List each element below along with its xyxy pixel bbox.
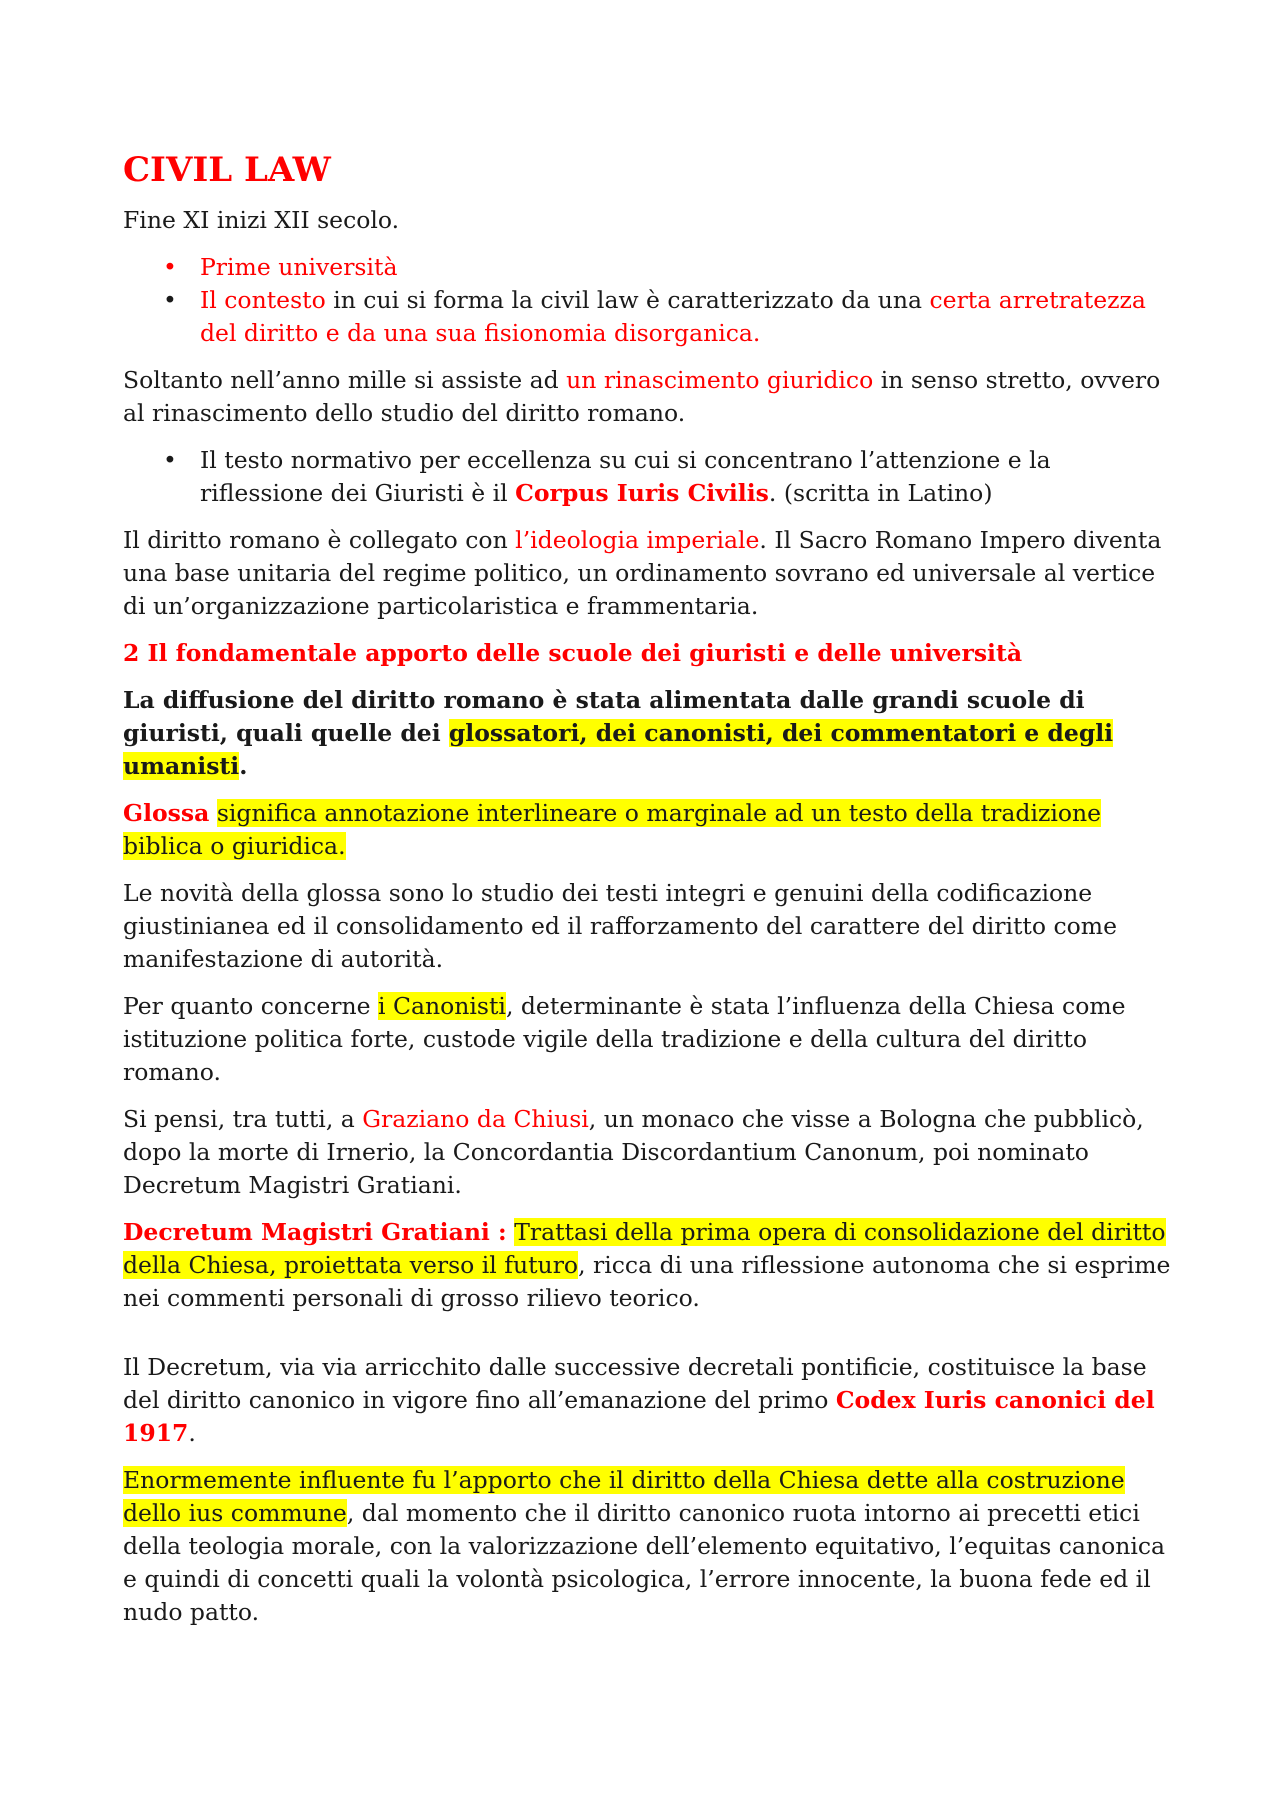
bold-red-text: Glossa <box>123 799 210 827</box>
plain-text: Per quanto concerne <box>123 992 379 1020</box>
plain-text: in senso stretto, ovvero al rinascimento dello studio del diritto romano. <box>123 366 1161 427</box>
plain-text: , determinante è stata l’influenza della Chiesa come istituzione politica forte, custode vigile della tradizione e della cultura del diritto romano. <box>123 992 1126 1086</box>
paragraph-novita: Le novità della glossa sono lo studio dei testi integri e genuini della codificazione giustinianea ed il consolidamento ed il rafforzamento del carattere del diritto come manifestazione di autorità. <box>123 879 1117 973</box>
document-body <box>123 150 1173 1629</box>
list-item <box>123 444 1173 510</box>
paragraph-glossa <box>123 797 1173 863</box>
red-text: Il contesto <box>200 286 326 314</box>
plain-text: . <box>188 1419 196 1447</box>
paragraph-codex <box>123 1351 1173 1450</box>
plain-text: . Il Sacro Romano Impero diventa una base unitaria del regime politico, un ordinamento sovrano ed universale al vertice di un’organizzazione particolaristica e frammentaria. <box>123 526 1162 620</box>
highlighted-text: Enormemente influente fu l’apporto che il diritto della Chiesa dette alla costruzione dello ius commune <box>123 1466 1125 1527</box>
red-text: Graziano da Chiusi <box>362 1105 589 1133</box>
paragraph-ius-commune <box>123 1464 1173 1629</box>
bullet-icon: • <box>163 253 177 281</box>
plain-text: La diffusione del diritto romano è stata alimentata dalle grandi scuole di giuristi, quali quelle dei <box>123 686 1085 747</box>
bold-red-text: Corpus Iuris Civilis <box>515 479 769 507</box>
empty-line <box>123 1315 1173 1351</box>
list-item <box>123 284 1173 350</box>
red-text: certa arretratezza del diritto e da una sua fisionomia disorganica. <box>200 286 1146 347</box>
plain-text <box>209 799 216 827</box>
plain-text: . <box>239 752 248 780</box>
list-item-text: Prime università <box>200 253 398 281</box>
plain-text: , ricca di una riflessione autonoma che si esprime nei commenti personali di grosso rilievo teorico. <box>123 1251 1171 1312</box>
paragraph-diffusione <box>123 684 1173 783</box>
paragraph-canonisti <box>123 990 1173 1089</box>
plain-text: Si pensi, tra tutti, a <box>123 1105 363 1133</box>
section-heading: 2 Il fondamentale apporto delle scuole dei giuristi e delle università <box>123 639 1023 667</box>
list-item <box>123 251 1173 284</box>
highlighted-text: significa annotazione interlineare o marginale ad un testo della tradizione biblica o giuridica. <box>123 799 1102 860</box>
bullet-icon: • <box>163 446 177 474</box>
highlighted-text: glossatori, dei canonisti, dei commentatori e degli umanisti <box>123 719 1114 780</box>
plain-text: Il testo normativo per eccellenza su cui si concentrano l’attenzione e la riflessione dei Giuristi è il <box>200 446 1051 507</box>
intro-paragraph: Fine XI inizi XII secolo. <box>123 206 400 234</box>
paragraph-rinascimento <box>123 364 1173 430</box>
plain-text: Il diritto romano è collegato con <box>123 526 516 554</box>
plain-text: in cui si forma la civil law è caratterizzato da una <box>325 286 930 314</box>
bullet-list-intro <box>123 251 1173 350</box>
highlighted-text: i Canonisti <box>378 992 506 1020</box>
highlighted-text: Trattasi della prima opera di consolidazione del diritto della Chiesa, proiettata verso il futuro <box>123 1218 1166 1279</box>
bullet-icon: • <box>163 286 177 314</box>
plain-text: Soltanto nell’anno mille si assiste ad <box>123 366 567 394</box>
bullet-list-corpus <box>123 444 1173 510</box>
page-title: CIVIL LAW <box>123 150 331 190</box>
bold-red-text: Decretum Magistri Gratiani : <box>123 1218 507 1246</box>
plain-text: Il Decretum, via via arricchito dalle successive decretali pontificie, costituisce la base del diritto canonico in vigore fino all’emanazione del primo <box>123 1353 1147 1414</box>
red-text: un rinascimento giuridico <box>566 366 874 394</box>
bold-red-text: Codex Iuris canonici del 1917 <box>123 1386 1155 1447</box>
paragraph-graziano <box>123 1103 1173 1202</box>
plain-text: . (scritta in Latino) <box>768 479 993 507</box>
red-text: l’ideologia imperiale <box>515 526 760 554</box>
plain-text: , dal momento che il diritto canonico ruota intorno ai precetti etici della teologia morale, con la valorizzazione dell’elemento equitativo, l’equitas canonica e quindi di concetti quali la volontà psicologica, l’errore innocente, la buona fede ed il nudo patto. <box>123 1499 1166 1626</box>
paragraph-ideologia <box>123 524 1173 623</box>
paragraph-decretum <box>123 1216 1173 1315</box>
plain-text: , un monaco che visse a Bologna che pubblicò, dopo la morte di Irnerio, la Concordantia Discordantium Canonum, poi nominato Decretum Magistri Gratiani. <box>123 1105 1144 1199</box>
